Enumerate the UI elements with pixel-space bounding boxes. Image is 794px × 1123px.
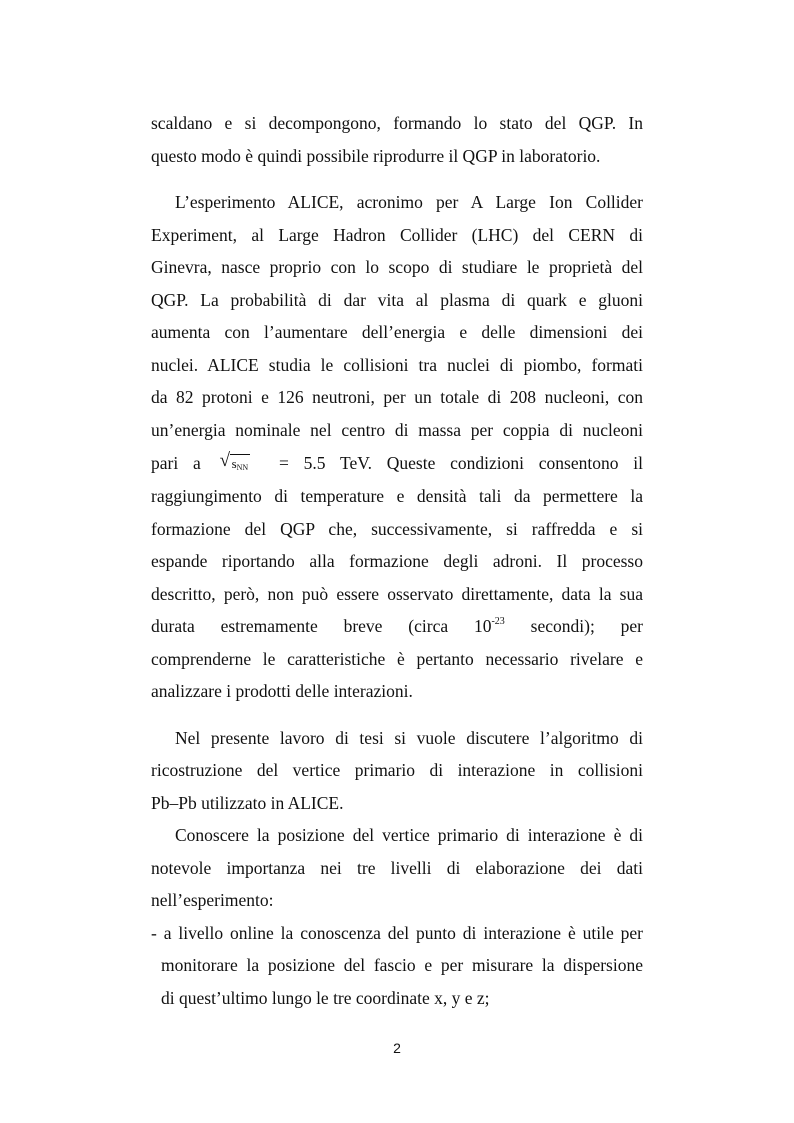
paragraph-4	[151, 819, 643, 917]
text-fragment: secondi); per	[530, 616, 643, 636]
text-line: Experiment, al Large Hadron Collider (LHC) del CERN di	[151, 224, 643, 245]
text-line: aumenta con l’aumentare dell’energia e delle dimensioni dei	[151, 322, 643, 342]
text-line: Conoscere la posizione del vertice primario di interazione è di	[175, 825, 643, 845]
document-body	[151, 107, 643, 1014]
exponent: -23	[491, 616, 505, 627]
text-line: QGP. La probabilità di dar vita al plasma di quark e gluoni	[151, 289, 643, 310]
text-line: Ginevra, nasce proprio con lo scopo di studiare le proprietà del	[151, 257, 643, 277]
text-line: scaldano e si decompongono, formando lo stato del QGP. In	[151, 113, 643, 133]
sqrt-base: s	[231, 456, 237, 471]
formula-line	[151, 446, 643, 480]
text-line: nell’esperimento:	[151, 890, 274, 910]
text-line: notevole importanza nei tre livelli di elaborazione dei dati	[151, 857, 643, 878]
text-line: ricostruzione del vertice primario di interazione in collisioni	[151, 760, 643, 780]
paragraph-2	[151, 186, 643, 708]
text-line: espande riportando alla formazione degli adroni. Il processo	[151, 551, 643, 571]
text-line: descritto, però, non può essere osservato direttamente, data la sua	[151, 583, 643, 604]
text-line: da 82 protoni e 126 neutroni, per un totale di 208 nucleoni, con	[151, 387, 643, 407]
duration-line	[151, 610, 643, 643]
text-line: un’energia nominale nel centro di massa per coppia di nucleoni	[151, 419, 643, 440]
paragraph-1	[151, 107, 643, 172]
text-fragment: durata estremamente breve (circa 10	[151, 616, 492, 636]
text-fragment: pari a	[151, 453, 201, 473]
list-item-1	[151, 917, 643, 1015]
text-line: L’esperimento ALICE, acronimo per A Large Ion Collider	[175, 192, 643, 212]
text-line: questo modo è quindi possibile riprodurre il QGP in laboratorio.	[151, 145, 601, 166]
page-number: 2	[393, 1040, 401, 1056]
paragraph-3	[151, 722, 643, 820]
text-fragment: = 5.5 TeV. Queste condizioni consentono il	[278, 453, 644, 473]
text-line: analizzare i prodotti delle interazioni.	[151, 681, 413, 701]
text-line: formazione del QGP che, successivamente, si raffredda e si	[151, 518, 643, 539]
radical-sign: √	[219, 450, 230, 471]
radicand	[230, 454, 251, 476]
text-line: di quest’ultimo lungo le tre coordinate x, y e z;	[161, 987, 490, 1008]
text-line: raggiungimento di temperature e densità tali da permettere la	[151, 486, 643, 506]
text-line: nuclei. ALICE studia le collisioni tra nuclei di piombo, formati	[151, 354, 643, 375]
sqrt-formula	[219, 450, 251, 476]
text-line: Pb–Pb utilizzato in ALICE.	[151, 792, 344, 813]
text-line: comprenderne le caratteristiche è pertanto necessario rivelare e	[151, 648, 643, 669]
text-line: - a livello online la conoscenza del punto di interazione è utile per	[151, 922, 643, 943]
text-line: Nel presente lavoro di tesi si vuole discutere l’algoritmo di	[175, 727, 643, 748]
text-line: monitorare la posizione del fascio e per misurare la dispersione	[161, 955, 643, 975]
sqrt-subscript: NN	[236, 463, 249, 472]
